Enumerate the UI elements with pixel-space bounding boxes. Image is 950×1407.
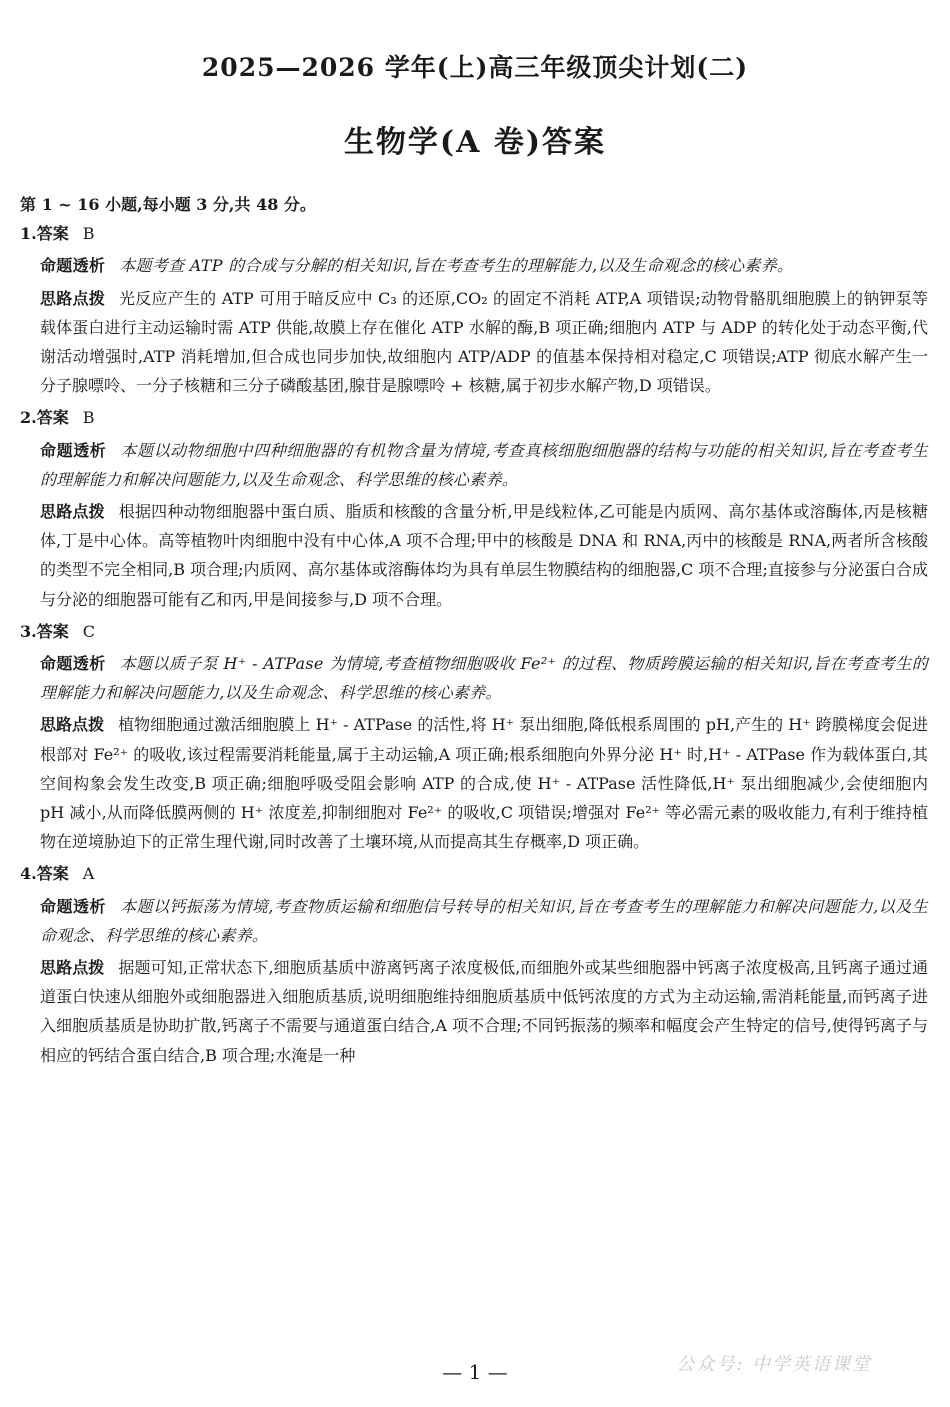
question-header: [20, 859, 928, 888]
answer-label: 答案: [36, 224, 69, 244]
watermark: 公众号: 中学英语课堂: [676, 1354, 872, 1375]
analysis-paragraph: [20, 284, 928, 401]
intent-paragraph: [20, 892, 928, 950]
question-list: [20, 219, 928, 1070]
analysis-label: 思路点拨: [40, 288, 105, 308]
answer-choice: B: [82, 408, 95, 428]
answer-label: 答案: [36, 408, 69, 428]
page-title: 2025—2026 学年(上)高三年级顶尖计划(二): [201, 53, 749, 82]
intent-paragraph: [20, 649, 928, 707]
intent-paragraph: [20, 436, 928, 494]
answer-choice: B: [82, 224, 95, 244]
page-subtitle: 生物学(A 卷)答案: [343, 125, 607, 160]
answer-label: 答案: [36, 864, 69, 884]
question-header: [20, 403, 928, 432]
analysis-paragraph: [20, 497, 928, 614]
section-intro: 第 1 ~ 16 小题,每小题 3 分,共 48 分。: [20, 195, 316, 214]
intent-text: 本题考查 ATP 的合成与分解的相关知识,旨在考查考生的理解能力,以及生命观念的核心素养。: [119, 256, 794, 276]
question-number: 3.: [20, 621, 37, 641]
analysis-text: 植物细胞通过激活细胞膜上 H⁺ - ATPase 的活性,将 H⁺ 泵出细胞,降低根系周围的 pH,产生的 H⁺ 跨膜梯度会促进根部对 Fe²⁺ 的吸收,该过程需要消耗能量,属于主动运输,A 项正确;根系细胞向外界分泌 H⁺ 时,H⁺ - ATPase 作为载体蛋白,其空间构象会发生改变,B 项正确;细胞呼吸受阻会影响 ATP 的合成,使 H⁺ - ATPase 活性降低,H⁺ 泵出细胞减少,会使细胞内 pH 减小,从而降低膜两侧的 H⁺ 浓度差,抑制细胞对 Fe²⁺ 的吸收,C 项错误;增强对 Fe²⁺ 等必需元素的吸收能力,有利于维持植物在逆境胁迫下的正常生理代谢,同时改善了土壤环境,从而提高其生存概率,D 项正确。: [40, 715, 928, 852]
intent-label: 命题透析: [40, 440, 107, 460]
analysis-paragraph: [20, 710, 928, 856]
intent-label: 命题透析: [40, 256, 106, 276]
intent-text: 本题以钙振荡为情境,考查物质运输和细胞信号转导的相关知识,旨在考查考生的理解能力和解决问题能力,以及生命观念、科学思维的核心素养。: [40, 896, 929, 945]
intent-text: 本题以动物细胞中四种细胞器的有机物含量为情境,考查真核细胞细胞器的结构与功能的相关知识,旨在考查考生的理解能力和解决问题能力,以及生命观念、科学思维的核心素养。: [40, 440, 928, 489]
analysis-label: 思路点拨: [40, 502, 105, 522]
intent-paragraph: [20, 251, 928, 280]
analysis-paragraph: [20, 953, 928, 1070]
answer-label: 答案: [36, 621, 69, 641]
answer-choice: C: [82, 621, 95, 641]
analysis-label: 思路点拨: [40, 715, 105, 735]
analysis-label: 思路点拨: [40, 958, 105, 978]
intent-label: 命题透析: [40, 896, 106, 916]
page-number: — 1 —: [442, 1360, 508, 1384]
question-header: [20, 617, 928, 646]
answer-content: [20, 190, 928, 1073]
question-number: 4.: [20, 864, 37, 884]
analysis-text: 据题可知,正常状态下,细胞质基质中游离钙离子浓度极低,而细胞外或某些细胞器中钙离子浓度极高,且钙离子通过通道蛋白快速从细胞外或细胞器进入细胞质基质,说明细胞维持细胞质基质中低钙浓度的方式为主动运输,需消耗能量,而钙离子进入细胞质基质是协助扩散,钙离子不需要与通道蛋白结合,A 项不合理;不同钙振荡的频率和幅度会产生特定的信号,使得钙离子与相应的钙结合蛋白结合,B 项合理;水淹是一种: [40, 958, 928, 1065]
answer-choice: A: [82, 864, 95, 884]
question-header: [20, 219, 928, 248]
analysis-text: 根据四种动物细胞器中蛋白质、脂质和核酸的含量分析,甲是线粒体,乙可能是内质网、高尔基体或溶酶体,丙是核糖体,丁是中心体。高等植物叶肉细胞中没有中心体,A 项不合理;甲中的核酸是 DNA 和 RNA,丙中的核酸是 RNA,两者所含核酸的类型不完全相同,B 项合理;内质网、高尔基体或溶酶体均为具有单层生物膜结构的细胞器,C 项不合理;直接参与分泌蛋白合成与分泌的细胞器可能有乙和丙,甲是间接参与,D 项不合理。: [40, 502, 928, 609]
intent-text: 本题以质子泵 H⁺ - ATPase 为情境,考查植物细胞吸收 Fe²⁺ 的过程、物质跨膜运输的相关知识,旨在考查考生的理解能力和解决问题能力,以及生命观念、科学思维的核心素养。: [40, 654, 929, 703]
question-number: 2.: [20, 408, 37, 428]
question-number: 1.: [20, 224, 37, 244]
analysis-text: 光反应产生的 ATP 可用于暗反应中 C₃ 的还原,CO₂ 的固定不消耗 ATP,A 项错误;动物骨骼肌细胞膜上的钠钾泵等载体蛋白进行主动运输时需 ATP 供能,故膜上存在催化 ATP 水解的酶,B 项正确;细胞内 ATP 与 ADP 的转化处于动态平衡,代谢活动增强时,ATP 消耗增加,但合成也同步加快,故细胞内 ATP/ADP 的值基本保持相对稳定,C 项错误;ATP 彻底水解产生一分子腺嘌呤、一分子核糖和三分子磷酸基团,腺苷是腺嘌呤 + 核糖,属于初步水解产物,D 项错误。: [40, 288, 928, 396]
intent-label: 命题透析: [40, 654, 106, 674]
